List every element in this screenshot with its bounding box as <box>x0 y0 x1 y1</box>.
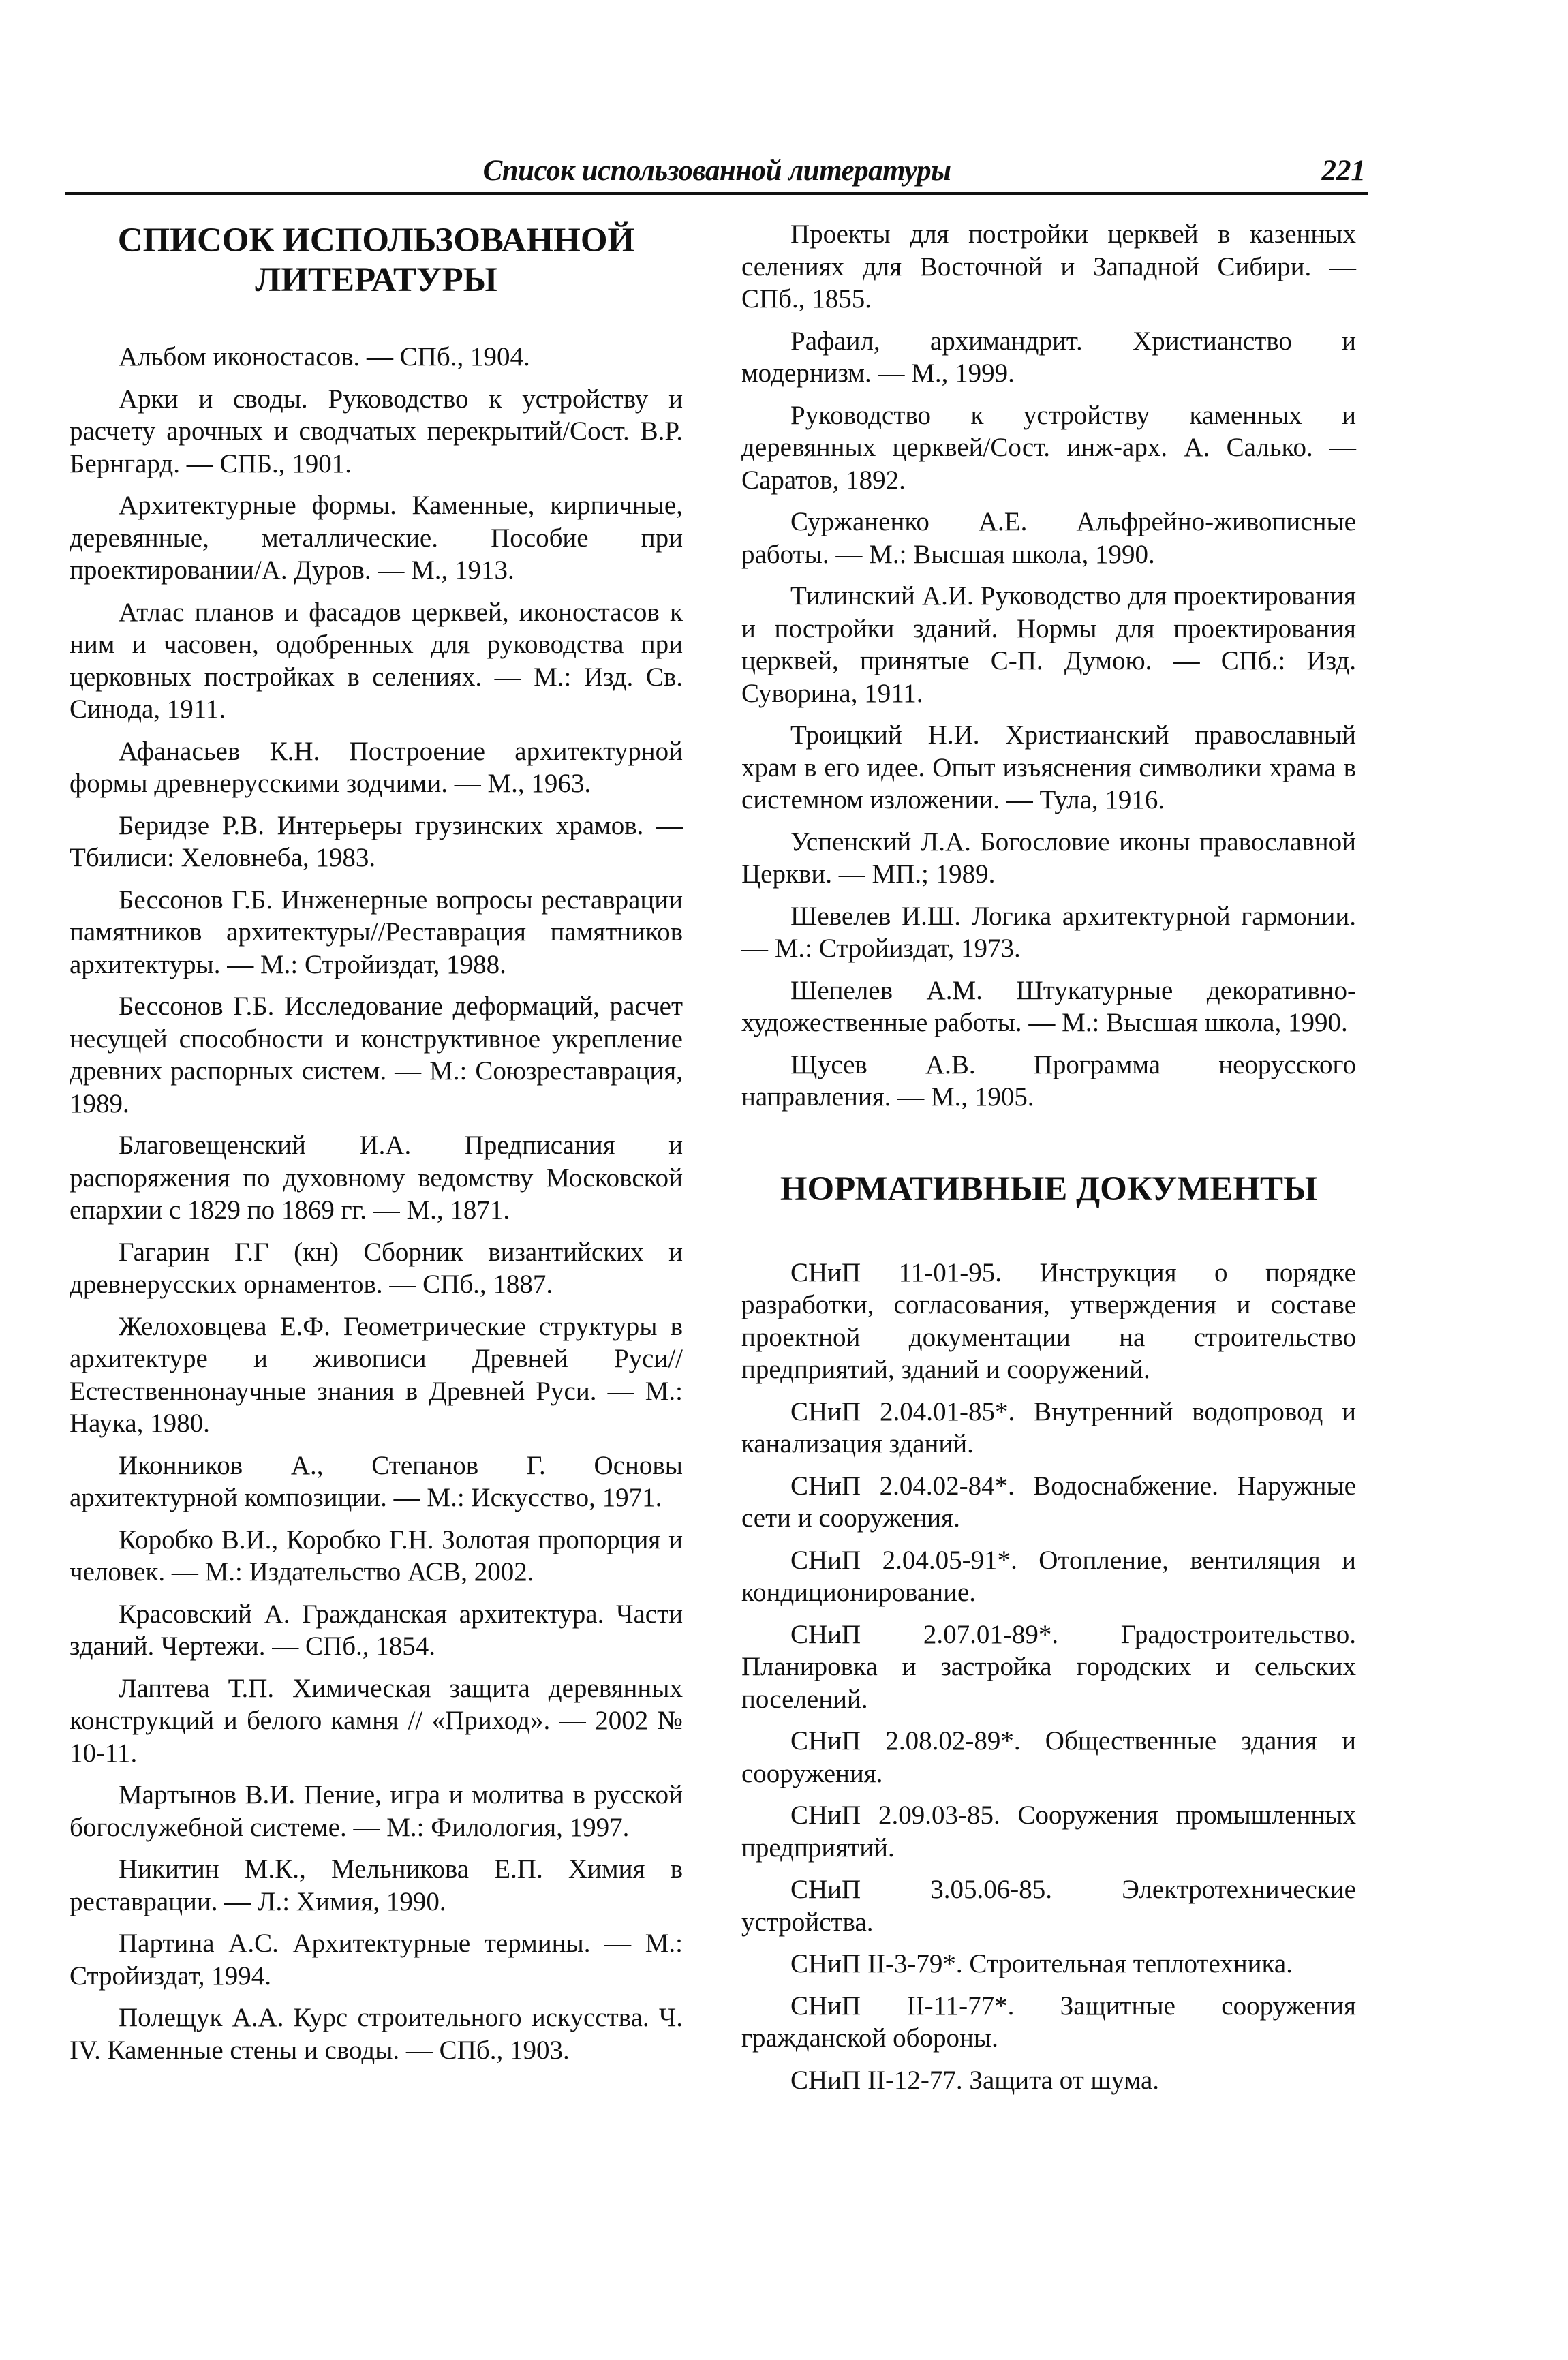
normative-entry: СНиП 11-01-95. Инструкция о порядке разработки, согласования, утверждения и составе проектной документации на строительство предприятий, зданий и сооружений. <box>741 1257 1356 1384</box>
running-title: Список использованной литературы <box>482 155 951 187</box>
left-column <box>70 218 683 2076</box>
bibliography-entry: Успенский Л.А. Богословие иконы православной Церкви. — МП.; 1989. <box>741 827 1356 889</box>
bibliography-entry: Партина А.С. Архитектурные термины. — М.: Стройиздат, 1994. <box>70 1929 683 1991</box>
bibliography-entry: Атлас планов и фасадов церквей, иконостасов к ним и часовен, одобренных для руководства при церковных постройках в селениях. — М.: Изд. Св. Синода, 1911. <box>70 597 683 724</box>
bibliography-entry: Суржаненко А.Е. Альфрейно-живописные работы. — М.: Высшая школа, 1990. <box>741 507 1356 569</box>
bibliography-entry: Красовский А. Гражданская архитектура. Части зданий. Чертежи. — СПб., 1854. <box>70 1599 683 1661</box>
bibliography-entry: Лаптева Т.П. Химическая защита деревянных конструкций и белого камня // «Приход». — 2002 № 10-11. <box>70 1673 683 1768</box>
normative-title: НОРМАТИВНЫЕ ДОКУМЕНТЫ <box>780 1169 1318 1208</box>
bibliography-entry: Иконников А., Степанов Г. Основы архитектурной композиции. — М.: Искусство, 1971. <box>70 1450 683 1512</box>
bibliography-entry: Щусев А.В. Программа неорусского направления. — М., 1905. <box>741 1049 1356 1112</box>
bibliography-entry: Бессонов Г.Б. Инженерные вопросы реставрации памятников архитектуры//Реставрация памятников архитектуры. — М.: Стройиздат, 1988. <box>70 885 683 979</box>
bibliography-entry: Шевелев И.Ш. Логика архитектурной гармонии. — М.: Стройиздат, 1973. <box>741 901 1356 963</box>
page-number: 221 <box>1321 155 1366 187</box>
normative-entry: СНиП 2.09.03-85. Сооружения промышленных предприятий. <box>741 1800 1356 1863</box>
normative-entry: СНиП 2.04.01-85*. Внутренний водопровод и канализация зданий. <box>741 1396 1356 1458</box>
bibliography-entry: Коробко В.И., Коробко Г.Н. Золотая пропорция и человек. — М.: Издательство АСВ, 2002. <box>70 1524 683 1587</box>
bibliography-entry: Мартынов В.И. Пение, игра и молитва в русской богослужебной системе. — М.: Филология, 1997. <box>70 1780 683 1842</box>
normative-entry: СНиП 2.08.02-89*. Общественные здания и сооружения. <box>741 1726 1356 1788</box>
bibliography-entry: Беридзе Р.В. Интерьеры грузинских храмов. — Тбилиси: Хеловнеба, 1983. <box>70 810 683 872</box>
normative-entry: СНиП 3.05.06-85. Электротехнические устройства. <box>741 1875 1356 1937</box>
bibliography-entry: Арки и своды. Руководство к устройству и расчету арочных и сводчатых перекрытий/Сост. В.Р. Бернгард. — СПБ., 1901. <box>70 384 683 478</box>
bibliography-entry: Руководство к устройству каменных и деревянных церквей/Сост. инж-арх. А. Салько. — Саратов, 1892. <box>741 400 1356 495</box>
bibliography-entry: Троицкий Н.И. Христианский православный храм в его идее. Опыт изъяснения символики храма в системном изложении. — Тула, 1916. <box>741 720 1356 814</box>
bibliography-entry: Проекты для постройки церквей в казенных селениях для Восточной и Западной Сибири. — СПб., 1855. <box>741 219 1356 313</box>
right-column <box>741 218 1356 2106</box>
header-rule <box>65 192 1368 195</box>
bibliography-entry: Архитектурные формы. Каменные, кирпичные, деревянные, металлические. Пособие при проектировании/А. Дуров. — М., 1913. <box>70 491 683 585</box>
normative-entry: СНиП II-11-77*. Защитные сооружения гражданской обороны. <box>741 1991 1356 2053</box>
bibliography-entry: Шепелев А.М. Штукатурные декоративно-художественные работы. — М.: Высшая школа, 1990. <box>741 975 1356 1037</box>
bibliography-entry: Тилинский А.И. Руководство для проектирования и постройки зданий. Нормы для проектирования церквей, принятые С-П. Думою. — СПб.: Изд. Суворина, 1911. <box>741 581 1356 708</box>
bibliography-entry: Никитин М.К., Мельникова Е.П. Химия в реставрации. — Л.: Химия, 1990. <box>70 1854 683 1916</box>
bibliography-entry: Альбом иконостасов. — СПб., 1904. <box>119 342 530 371</box>
bibliography-entry: Афанасьев К.Н. Построение архитектурной формы древнерусскими зодчими. — М., 1963. <box>70 736 683 798</box>
bibliography-entry: Гагарин Г.Г (кн) Сборник византийских и древнерусских орнаментов. — СПб., 1887. <box>70 1237 683 1299</box>
bibliography-entry: Рафаил, архимандрит. Христианство и модернизм. — М., 1999. <box>741 326 1356 388</box>
bibliography-entry: Благовещенский И.А. Предписания и распоряжения по духовному ведомству Московской епархии с 1829 по 1869 гг. — М., 1871. <box>70 1131 683 1225</box>
normative-entry: СНиП 2.04.02-84*. Водоснабжение. Наружные сети и сооружения. <box>741 1471 1356 1533</box>
bibliography-title: СПИСОК ИСПОЛЬЗОВАННОЙ ЛИТЕРАТУРЫ <box>117 221 635 299</box>
normative-entry: СНиП 2.07.01-89*. Градостроительство. Планировка и застройка городских и сельских поселений. <box>741 1619 1356 1714</box>
bibliography-entry: Бессонов Г.Б. Исследование деформаций, расчет несущей способности и конструктивное укрепление древних распорных систем. — М.: Союзреставрация, 1989. <box>70 992 683 1118</box>
bibliography-entry: Желоховцева Е.Ф. Геометрические структуры в архитектуре и живописи Древней Руси// Естественнонаучные знания в Древней Руси. — М.: Наука, 1980. <box>70 1311 683 1438</box>
running-header <box>65 151 1368 194</box>
normative-entry: СНиП 2.04.05-91*. Отопление, вентиляция и кондиционирование. <box>741 1545 1356 1607</box>
normative-entry: СНиП II-3-79*. Строительная теплотехника. <box>790 1949 1293 1978</box>
bibliography-entry: Полещук А.А. Курс строительного искусства. Ч. IV. Каменные стены и своды. — СПб., 1903. <box>70 2003 683 2065</box>
normative-entry: СНиП II-12-77. Защита от шума. <box>790 2065 1160 2095</box>
